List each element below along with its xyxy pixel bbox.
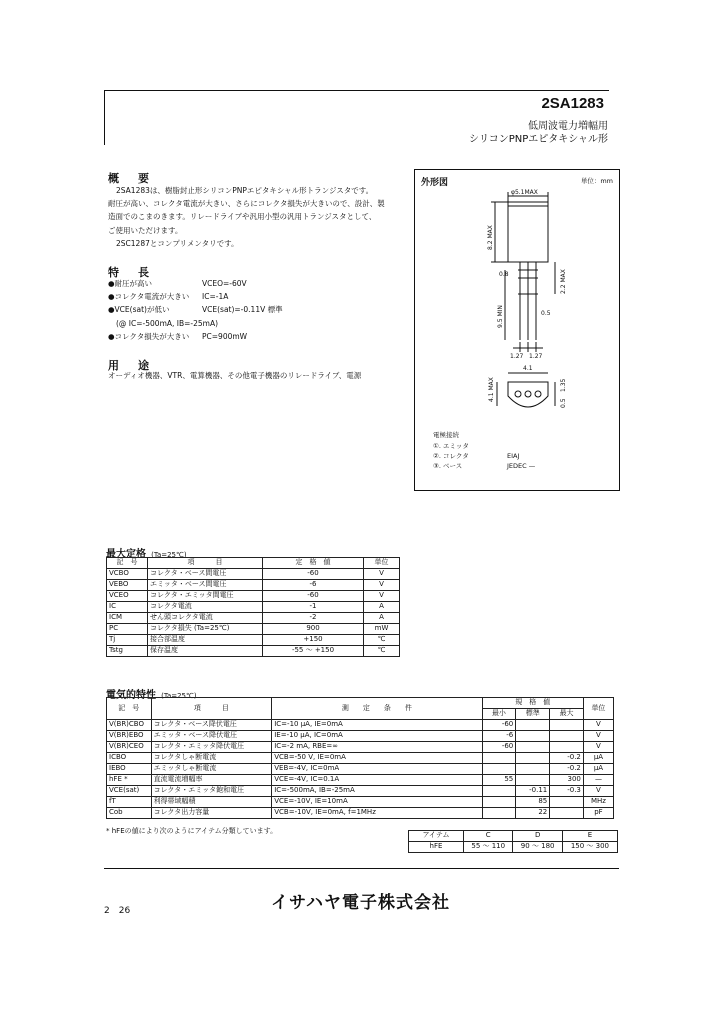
hfe-table — [408, 830, 618, 853]
cell: -1 — [263, 602, 364, 613]
feature-item — [108, 277, 398, 290]
col-header: 定 格 値 — [263, 558, 364, 569]
dim-label: 9.5 MIN — [497, 305, 504, 328]
cell: — — [583, 775, 613, 786]
cell: VCB=-10V, IE=0mA, f=1MHz — [272, 808, 482, 819]
feature-label: ●耐圧が高い — [108, 279, 153, 288]
cell: 90 ～ 180 — [513, 842, 562, 853]
features-heading: 特 長 — [108, 266, 153, 279]
col-header: 記 号 — [107, 558, 148, 569]
cell — [516, 742, 550, 753]
table-row — [107, 624, 400, 635]
cell: fT — [107, 797, 152, 808]
cell: 55 — [482, 775, 516, 786]
dim-label: φ5.1MAX — [511, 189, 538, 196]
cell: コレクタ・エミッタ間電圧 — [148, 591, 263, 602]
cell: IC — [107, 602, 148, 613]
cell: PC — [107, 624, 148, 635]
pin-marker-1 — [515, 391, 521, 397]
cell: IE=-10 μA, IC=0mA — [272, 731, 482, 742]
table-row — [107, 731, 614, 742]
cell — [482, 764, 516, 775]
table-row — [107, 602, 400, 613]
cell: hFE — [409, 842, 464, 853]
table-row — [409, 842, 618, 853]
cell: -2 — [263, 613, 364, 624]
cell: -0.2 — [550, 753, 584, 764]
cell: -55 ～ +150 — [263, 646, 364, 657]
cell: VCE=-4V, IC=0.1A — [272, 775, 482, 786]
dim-label: 4.1 — [523, 365, 533, 372]
overview-line: 2SC1287とコンプリメンタリです。 — [116, 238, 239, 248]
overview-heading: 概 要 — [108, 172, 153, 185]
dim-label: 1.27 — [529, 353, 543, 360]
cell: 利得帯域幅積 — [151, 797, 272, 808]
cell — [516, 775, 550, 786]
overview-text — [108, 184, 404, 250]
cell: VEBO — [107, 580, 148, 591]
legend-item: ③. ベース — [433, 462, 463, 470]
dim-label: 2.2 MAX — [560, 269, 567, 294]
dim-label: 1.35 — [560, 378, 567, 392]
pin-marker-2 — [525, 391, 531, 397]
cell: MHz — [583, 797, 613, 808]
cell: 22 — [516, 808, 550, 819]
col-header: 単位 — [583, 698, 613, 720]
table-header-row — [107, 698, 614, 709]
cell — [550, 808, 584, 819]
cell: V — [364, 591, 400, 602]
cell: コレクタ電流 — [148, 602, 263, 613]
cell: 直流電流増幅率 — [151, 775, 272, 786]
cell: A — [364, 602, 400, 613]
feature-value: IC=-1A — [202, 292, 229, 302]
cell: コレクタ出力容量 — [151, 808, 272, 819]
cell: エミッタしゃ断電流 — [151, 764, 272, 775]
cell: ℃ — [364, 646, 400, 657]
company-name: イサハヤ電子株式会社 — [271, 893, 450, 913]
table-row — [107, 613, 400, 624]
dim-label: 1.27 — [510, 353, 524, 360]
col-header: アイテム — [409, 831, 464, 842]
cell — [550, 742, 584, 753]
cell: VCEO — [107, 591, 148, 602]
table-row — [107, 753, 614, 764]
dim-label: 0.8 — [499, 271, 509, 278]
cell: IC=-10 μA, IE=0mA — [272, 720, 482, 731]
feature-item — [108, 317, 398, 330]
feature-label: ●VCE(sat)が低い — [108, 305, 170, 315]
feature-label: ●コレクタ電流が大きい — [108, 292, 190, 302]
cell: ICM — [107, 613, 148, 624]
feature-value: VCEO=-60V — [202, 279, 247, 288]
feature-value: (@ IC=-500mA, IB=-25mA) — [116, 318, 219, 328]
feature-value: VCE(sat)=-0.11V 標準 — [202, 305, 283, 315]
cell: Cob — [107, 808, 152, 819]
cell: ICBO — [107, 753, 152, 764]
col-subheader: 標準 — [516, 709, 550, 720]
dim-label: 4.1 MAX — [488, 377, 495, 402]
cell: -6 — [263, 580, 364, 591]
legend-list — [433, 441, 469, 471]
feature-value: PC=900mW — [202, 331, 248, 341]
cell: V(BR)EBO — [107, 731, 152, 742]
features-list — [108, 277, 398, 343]
legend-item: ①. エミッタ — [433, 442, 469, 450]
cell — [482, 786, 516, 797]
table-header-row — [409, 831, 618, 842]
cell: エミッタ・ベース降伏電圧 — [151, 731, 272, 742]
cell — [550, 731, 584, 742]
col-header: 測 定 条 件 — [272, 698, 482, 720]
cell: V — [583, 742, 613, 753]
col-header: 項 目 — [151, 698, 272, 720]
cell: -0.11 — [516, 786, 550, 797]
cell: mW — [364, 624, 400, 635]
outline-title: 外形図 — [421, 178, 449, 188]
cell: 150 ～ 300 — [562, 842, 617, 853]
cell — [482, 797, 516, 808]
applications-heading: 用 途 — [108, 359, 153, 372]
cell: 保存温度 — [148, 646, 263, 657]
cell: -60 — [482, 720, 516, 731]
cell — [516, 731, 550, 742]
cell: -6 — [482, 731, 516, 742]
table-row — [107, 797, 614, 808]
table-row — [107, 646, 400, 657]
cell: V — [583, 731, 613, 742]
col-header: 規 格 値 — [482, 698, 583, 709]
cell: VCB=-50 V, IE=0mA — [272, 753, 482, 764]
cell: V — [583, 786, 613, 797]
bottom-view-outline — [508, 382, 548, 407]
cell: -0.3 — [550, 786, 584, 797]
cell: V — [364, 580, 400, 591]
cell: コレクタ損失 (Ta=25℃) — [148, 624, 263, 635]
cell: 接合部温度 — [148, 635, 263, 646]
cell: IC=-2 mA, RBE=∞ — [272, 742, 482, 753]
hfe-note: * hFEの値により次のようにアイテム分類しています。 — [106, 827, 278, 835]
footer-rule — [104, 868, 619, 869]
cell: コレクタ・エミッタ飽和電圧 — [151, 786, 272, 797]
col-subheader: 最大 — [550, 709, 584, 720]
header-left-rule — [104, 90, 105, 145]
cell: Tj — [107, 635, 148, 646]
subtitle-1: 低周波電力増幅用 — [528, 121, 608, 132]
cell: せん頭コレクタ電流 — [148, 613, 263, 624]
table-row — [107, 808, 614, 819]
max-ratings-title: 最大定格 — [106, 549, 146, 560]
applications-text: オーディオ機器、VTR、電算機器、その他電子機器のリレードライブ、電源 — [108, 371, 362, 380]
cell: コレクタしゃ断電流 — [151, 753, 272, 764]
overview-line: 2SA1283は、樹脂封止形シリコンPNPエピタキシャル形トランジスタです。 — [116, 186, 374, 195]
dim-label: 0.5 — [560, 398, 567, 408]
cell: -0.2 — [550, 764, 584, 775]
cell: エミッタ・ベース間電圧 — [148, 580, 263, 591]
cell: 85 — [516, 797, 550, 808]
table-row — [107, 786, 614, 797]
table-row — [107, 742, 614, 753]
outline-box — [414, 169, 620, 491]
cell: μA — [583, 764, 613, 775]
col-header: E — [562, 831, 617, 842]
cell: A — [364, 613, 400, 624]
cell: VCE(sat) — [107, 786, 152, 797]
cell — [482, 753, 516, 764]
dim-label: 8.2 MAX — [487, 225, 494, 250]
table-row — [107, 580, 400, 591]
cell — [550, 720, 584, 731]
cell: コレクタ・エミッタ降伏電圧 — [151, 742, 272, 753]
table-row — [107, 635, 400, 646]
feature-item — [108, 330, 398, 343]
cell: 900 — [263, 624, 364, 635]
cell — [516, 764, 550, 775]
outline-unit: 単位：mm — [580, 177, 613, 185]
cell: IC=-500mA, IB=-25mA — [272, 786, 482, 797]
cell: IEBO — [107, 764, 152, 775]
header-rule — [104, 90, 609, 91]
cell — [516, 753, 550, 764]
cell — [550, 797, 584, 808]
col-header: 記 号 — [107, 698, 152, 720]
cell: VCE=-10V, IE=10mA — [272, 797, 482, 808]
cell: Tstg — [107, 646, 148, 657]
std-item: EIAJ — [507, 452, 520, 460]
overview-line: 耐圧が高い、コレクタ電流が大きい、さらにコレクタ損失が大きいので、設計、製 — [108, 199, 385, 209]
elec-title: 電気的特性 — [106, 690, 156, 701]
page-number: 2 26 — [104, 906, 131, 916]
elec-table — [106, 697, 614, 819]
cell: 55 ～ 110 — [464, 842, 513, 853]
elec-cond: (Ta=25℃) — [161, 692, 197, 700]
pin-marker-3 — [535, 391, 541, 397]
cell: pF — [583, 808, 613, 819]
cell: 300 — [550, 775, 584, 786]
table-row — [107, 775, 614, 786]
cell: +150 — [263, 635, 364, 646]
subtitle-2: シリコンPNPエピタキシャル形 — [468, 134, 608, 145]
cell: -60 — [263, 591, 364, 602]
cell: コレクタ・ベース降伏電圧 — [151, 720, 272, 731]
max-ratings-cond: (Ta=25℃) — [151, 551, 187, 559]
package-body — [508, 202, 548, 262]
legend-item: ②. コレクタ — [433, 452, 469, 460]
table-header-row — [107, 558, 400, 569]
cell: -60 — [263, 569, 364, 580]
cell — [516, 720, 550, 731]
col-header: D — [513, 831, 562, 842]
cell: V(BR)CBO — [107, 720, 152, 731]
table-row — [107, 764, 614, 775]
feature-label: ●コレクタ損失が大きい — [108, 331, 190, 341]
cell: VEB=-4V, IC=0mA — [272, 764, 482, 775]
feature-item — [108, 290, 398, 303]
cell: V(BR)CEO — [107, 742, 152, 753]
part-number: 2SA1283 — [541, 95, 604, 112]
dim-label: 0.5 — [541, 310, 551, 317]
cell: μA — [583, 753, 613, 764]
max-ratings-table — [106, 557, 400, 657]
cell: VCBO — [107, 569, 148, 580]
feature-item — [108, 303, 398, 316]
col-header: C — [464, 831, 513, 842]
col-header: 項 目 — [148, 558, 263, 569]
col-subheader: 最小 — [482, 709, 516, 720]
cell: コレクタ・ベース間電圧 — [148, 569, 263, 580]
cell: ℃ — [364, 635, 400, 646]
cell: V — [583, 720, 613, 731]
legend-title: 電極接続 — [433, 431, 459, 439]
table-row — [107, 720, 614, 731]
overview-line: ご使用いただけます。 — [108, 225, 183, 235]
cell: hFE * — [107, 775, 152, 786]
cell: V — [364, 569, 400, 580]
cell — [482, 808, 516, 819]
overview-line: 造面でのこまのきます。リレードライブや汎用小型の汎用トランジスタとして、 — [108, 212, 377, 222]
col-header: 単位 — [364, 558, 400, 569]
table-row — [107, 591, 400, 602]
std-item: JEDEC — — [507, 462, 536, 470]
table-row — [107, 569, 400, 580]
cell: -60 — [482, 742, 516, 753]
std-list — [507, 451, 535, 471]
